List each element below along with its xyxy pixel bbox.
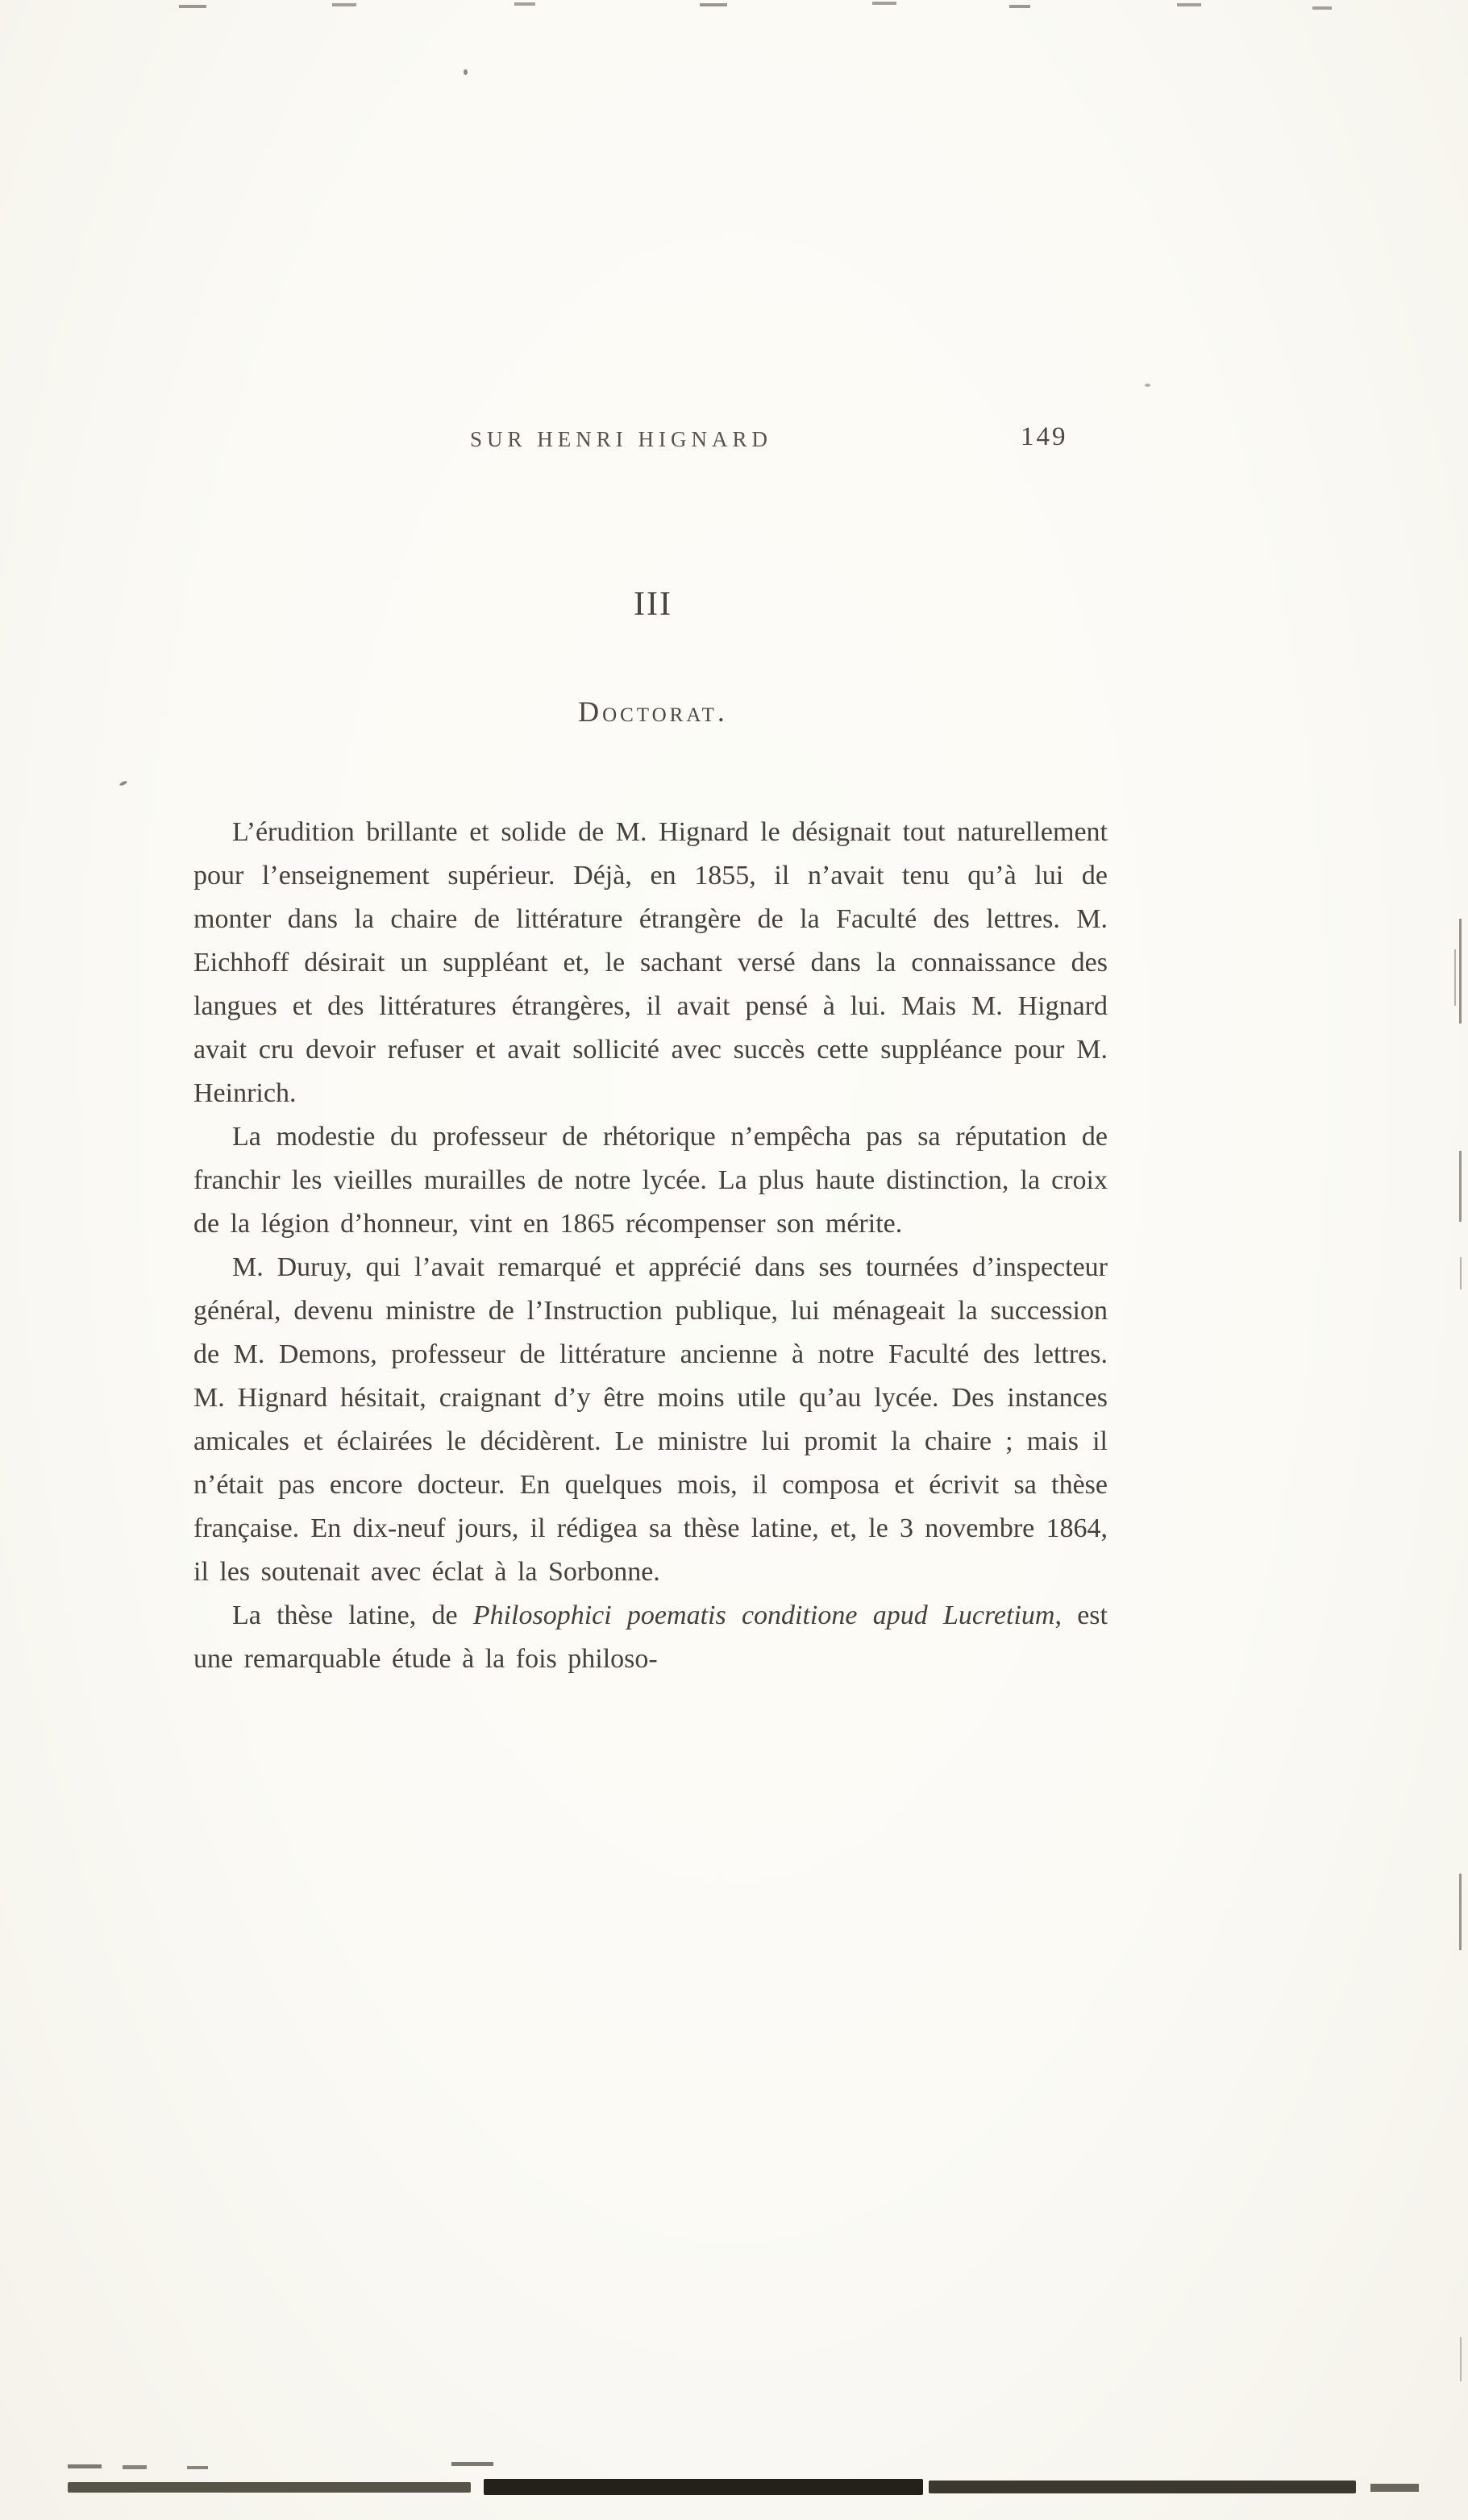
scan-artifact: [332, 3, 356, 6]
scan-artifact: [68, 2482, 471, 2493]
scan-artifact: [929, 2481, 1356, 2493]
scan-artifact: [1459, 1151, 1462, 1222]
scan-artifact: [1454, 949, 1456, 1006]
paragraph-4-end: , est une remarquable étude à la fois philoso-: [193, 1600, 1108, 1674]
scan-artifact: [700, 3, 727, 6]
section-title-heading: Doctorat.: [578, 695, 728, 728]
scan-artifact: [1370, 2484, 1419, 2492]
scan-artifact: [187, 2466, 208, 2469]
scan-artifact: [1177, 3, 1201, 6]
scan-artifact: [68, 2464, 102, 2468]
paragraph-3: M. Duruy, qui l’avait remarqué et apprécié dans ses tournées d’inspecteur général, devenu ministre de l’Instruction publique, lui ménageait la succession de M. Demons, professeur de littérature ancienne à notre Faculté des lettres. M. Hignard hésitait, craignant d’y être moins utile qu’au lycée. Des instances amicales et éclairées le décidèrent. Le ministre lui promit la chaire ; mais il n’était pas encore docteur. En quelques mois, il composa et écrivit sa thèse française. En dix-neuf jours, il rédigea sa thèse latine, et, le 3 novembre 1864, il les soutenait avec éclat à la Sorbonne.: [193, 1252, 1108, 1587]
scan-artifact: [1312, 6, 1332, 10]
scan-artifact: [872, 2, 896, 5]
scan-artifact: [1145, 384, 1150, 387]
latin-title-italic: Philosophici poematis conditione apud Lucretium: [472, 1600, 1055, 1630]
scan-artifact: [484, 2479, 923, 2495]
paragraph-4-intro: La thèse latine, de: [232, 1600, 473, 1630]
scan-artifact: [1459, 1874, 1462, 1950]
body-text-block: [193, 811, 1108, 1681]
scan-artifact: [1460, 1257, 1462, 1289]
section-number-heading: III: [634, 586, 672, 623]
paragraph-4: [193, 1594, 1108, 1681]
scan-artifact: [464, 69, 468, 75]
page-number: 149: [1021, 422, 1068, 451]
scan-artifact: [1009, 5, 1030, 8]
paragraph-2: La modestie du professeur de rhétorique n’empêcha pas sa réputation de franchir les vieilles murailles de notre lycée. La plus haute distinction, la croix de la légion d’honneur, vint en 1865 récompenser son mérite.: [193, 1122, 1108, 1239]
scan-artifact: [1460, 2337, 1462, 2381]
paragraph-1: L’érudition brillante et solide de M. Hignard le désignait tout naturellement pour l’enseignement supérieur. Déjà, en 1855, il n’avait tenu qu’à lui de monter dans la chaire de littérature étrangère de la Faculté des lettres. M. Eichhoff désirait un suppléant et, le sachant versé dans la connaissance des langues et des littératures étrangères, il avait pensé à lui. Mais M. Hignard avait cru devoir refuser et avait sollicité avec succès cette suppléance pour M. Heinrich.: [193, 817, 1108, 1108]
scan-artifact: [451, 2462, 493, 2466]
running-head: SUR HENRI HIGNARD: [470, 427, 773, 451]
scan-artifact: [179, 5, 206, 8]
scan-artifact: [514, 2, 535, 6]
scan-artifact: [1459, 919, 1462, 1023]
scan-artifact: [119, 780, 128, 787]
scan-artifact: [123, 2465, 147, 2469]
